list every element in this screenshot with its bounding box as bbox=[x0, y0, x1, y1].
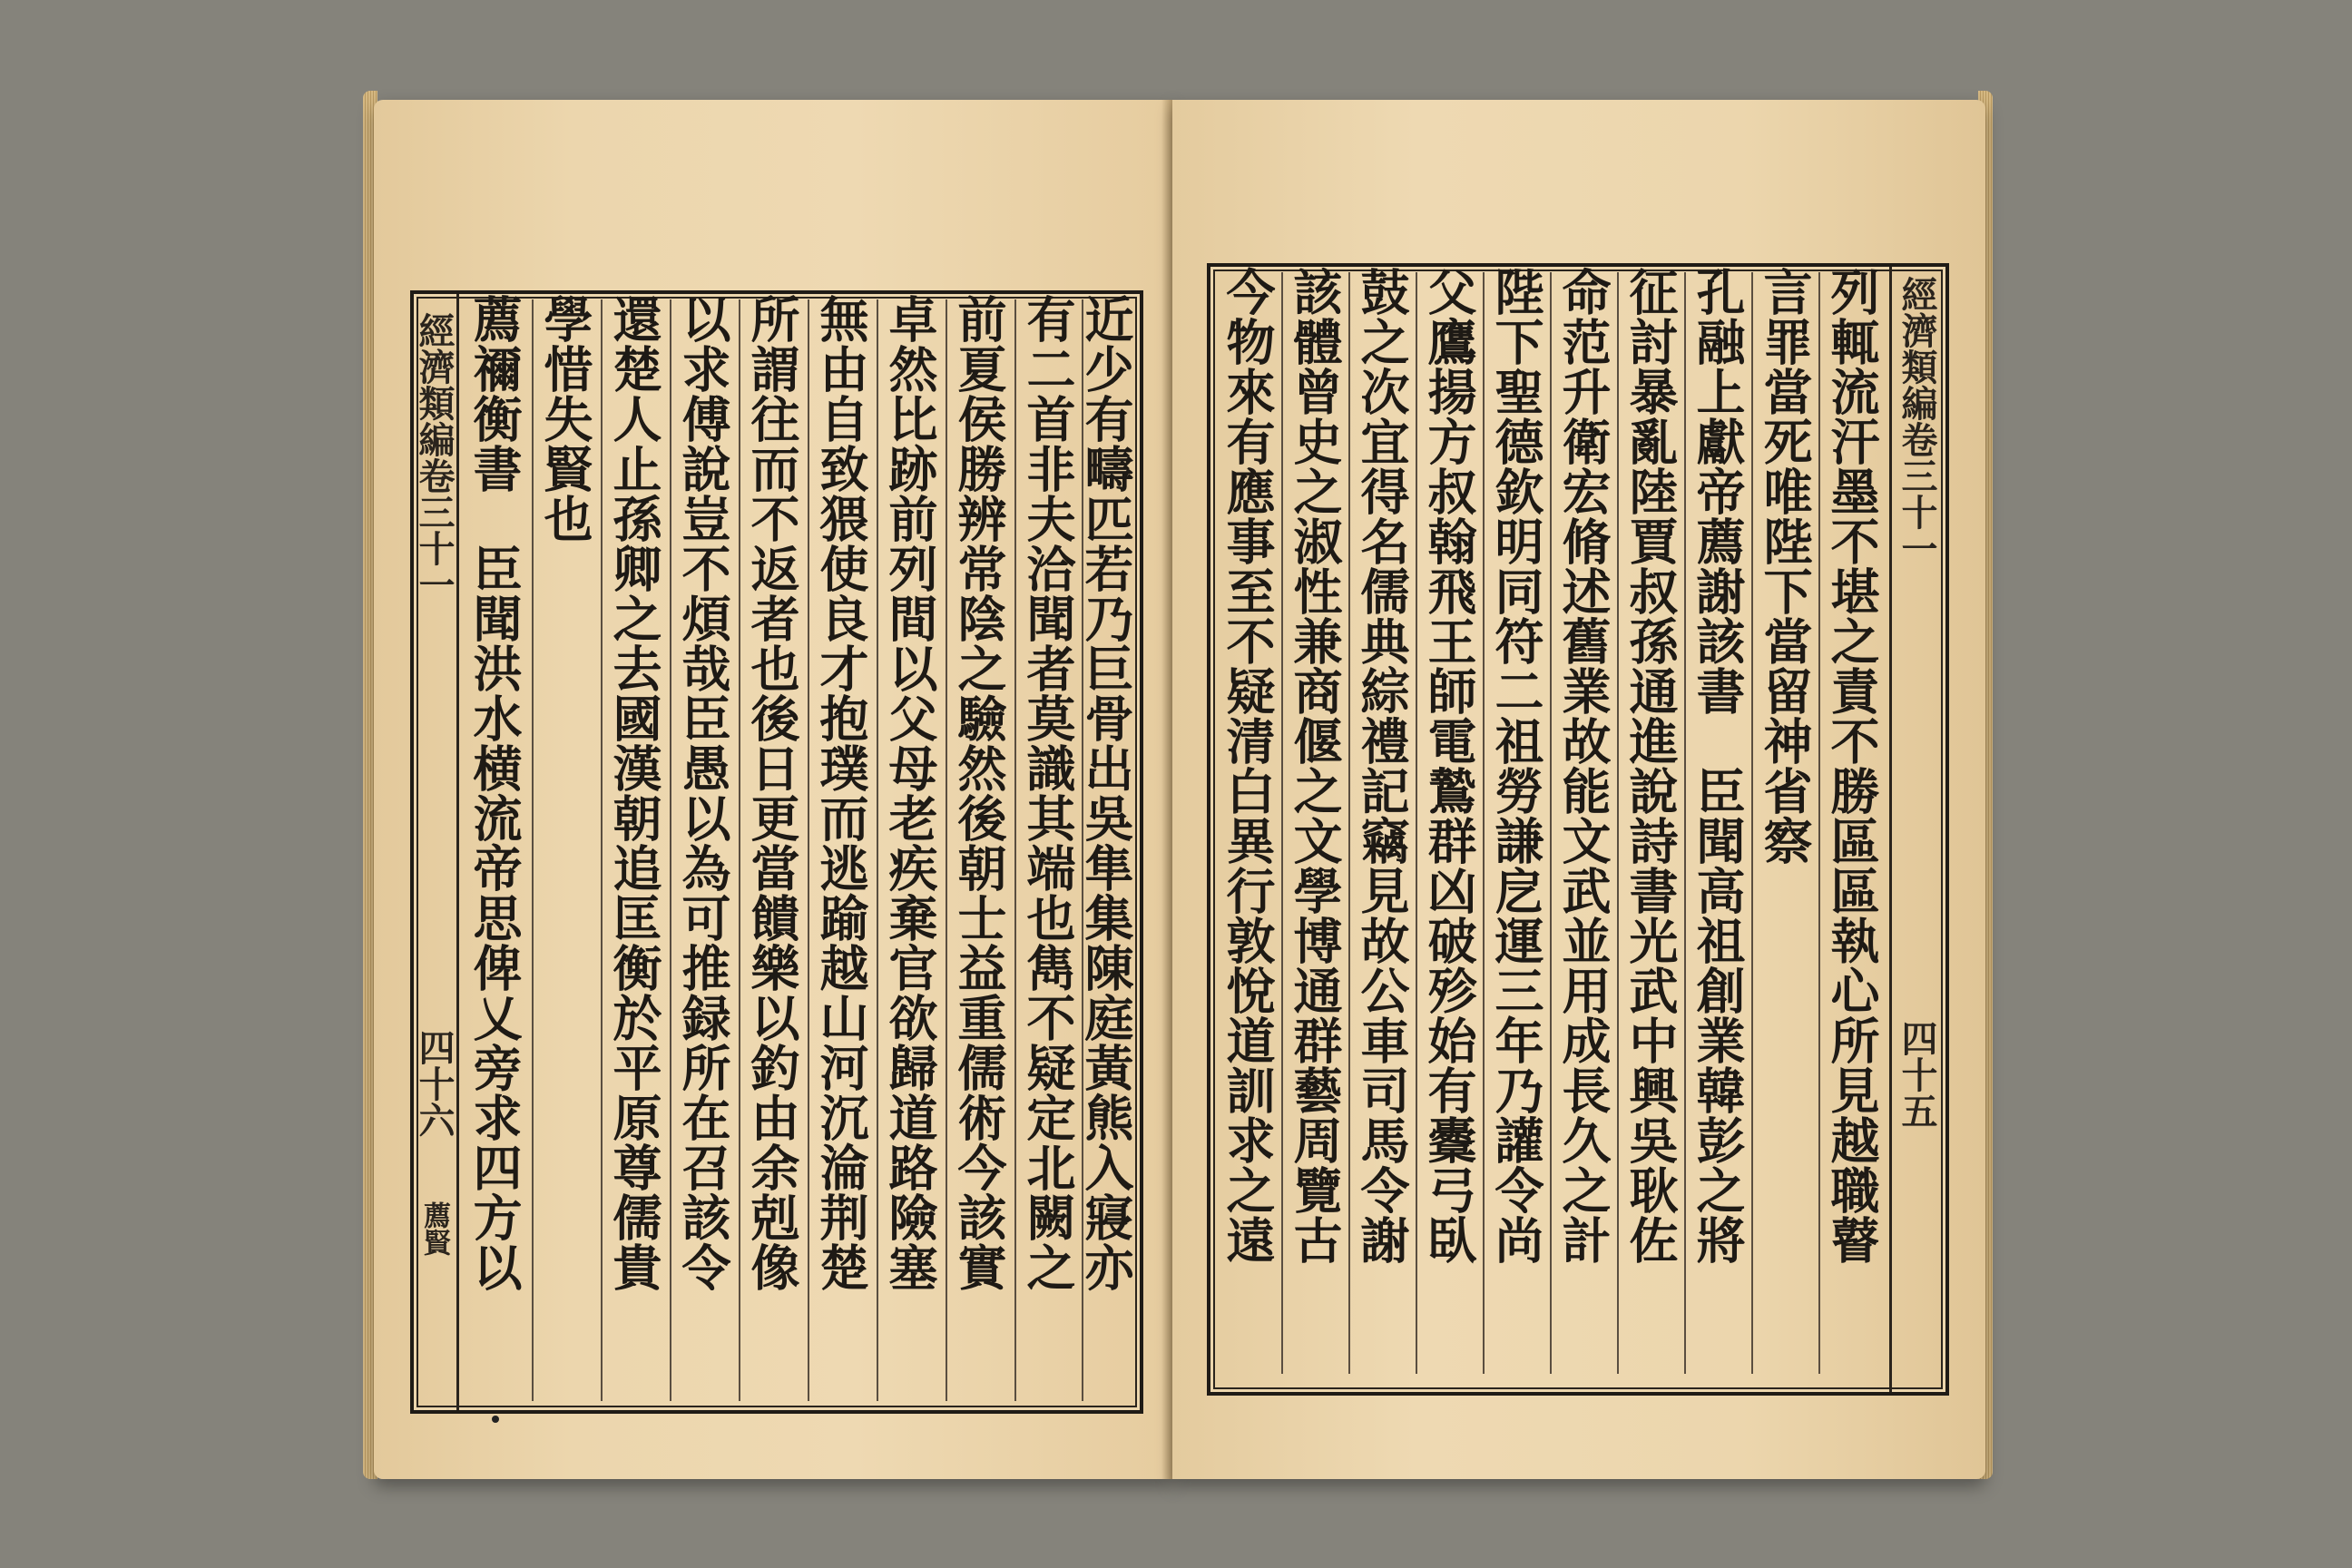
left-column-4: 卓然比跡前列間以父母老疾棄官欲歸道路險塞 bbox=[881, 294, 939, 1292]
left-column-10: 薦禰衡書 臣聞洪水横流帝思俾乂旁求四方以 bbox=[466, 294, 524, 1292]
right-column-8: 鼓之次宜得名儒典綜禮記竊見故公車司馬令謝 bbox=[1353, 267, 1411, 1265]
left-text-frame bbox=[410, 290, 1143, 1414]
right-column-5: 命范升衛宏脩述舊業故能文武並用成長久之計 bbox=[1554, 267, 1612, 1265]
column-rule bbox=[1818, 272, 1820, 1374]
right-margin-title: 經濟類編卷三十一 bbox=[1896, 276, 1938, 566]
column-rule bbox=[1348, 272, 1350, 1374]
left-column-8: 還楚人止孫卿之去國漢朝追匡衡於平原尊儒貴 bbox=[605, 294, 663, 1292]
right-text-frame bbox=[1207, 263, 1949, 1396]
right-column-2: 言罪當死唯陛下當留神省察 bbox=[1756, 267, 1814, 866]
column-rule bbox=[739, 299, 740, 1401]
column-rule bbox=[532, 299, 534, 1401]
open-book bbox=[363, 91, 1996, 1506]
column-rule bbox=[1483, 272, 1485, 1374]
column-rule bbox=[1014, 299, 1016, 1401]
left-column-2: 有二首非夫洽聞者莫識其端也雋不疑定北闕之 bbox=[1019, 294, 1077, 1292]
column-rule bbox=[670, 299, 671, 1401]
left-page bbox=[374, 100, 1172, 1479]
column-rule bbox=[946, 299, 947, 1401]
column-rule bbox=[1416, 272, 1417, 1374]
right-column-10: 今物來有應事至不疑清白異行敦悅道訓求之遠 bbox=[1219, 267, 1277, 1265]
left-column-3: 前夏侯勝辨常陰之驗然後朝士益重儒術今該實 bbox=[950, 294, 1008, 1292]
right-column-9: 該體曾史之淑性兼商偃之文學博通群藝周覽古 bbox=[1286, 267, 1344, 1265]
column-rule bbox=[1751, 272, 1753, 1374]
right-column-1: 列輒流汗墨不堪之責不勝區區執心所見越職瞽 bbox=[1823, 267, 1881, 1265]
column-rule bbox=[601, 299, 603, 1401]
left-column-1: 近少有疇匹若乃巨骨出吳隼集陳庭黃熊入寢亦 bbox=[1077, 294, 1135, 1292]
column-rule bbox=[1617, 272, 1619, 1374]
left-margin-section: 薦賢 bbox=[418, 1201, 450, 1256]
left-margin-page: 四十六 bbox=[413, 1029, 456, 1138]
right-column-6: 陛下聖德欽明同符二祖勞謙戹運三年乃讙令尚 bbox=[1487, 267, 1545, 1265]
left-column-5: 無由自致猥使良才抱璞而逃踰越山河沉淪荆楚 bbox=[812, 294, 870, 1292]
right-margin-strip bbox=[1889, 267, 1941, 1392]
left-column-6: 所謂往而不返者也後日更當饋樂以釣由余剋像 bbox=[743, 294, 801, 1292]
right-column-4: 征討暴亂陸賈叔孫通進說詩書光武中興吳耿佐 bbox=[1622, 267, 1680, 1265]
ink-dot bbox=[492, 1416, 499, 1423]
left-margin-strip bbox=[411, 294, 459, 1410]
right-column-7: 父鷹揚方叔翰飛王師電鷙群凶破殄始有櫜弓臥 bbox=[1420, 267, 1478, 1265]
column-rule bbox=[877, 299, 878, 1401]
left-column-9: 學惜失賢也 bbox=[536, 294, 594, 544]
left-margin-title: 經濟類編卷三十一 bbox=[413, 312, 456, 603]
column-rule bbox=[808, 299, 809, 1401]
column-rule bbox=[1684, 272, 1686, 1374]
right-margin-page: 四十五 bbox=[1896, 1020, 1938, 1129]
column-rule bbox=[1550, 272, 1552, 1374]
left-column-7: 以求傅說豈不煩哉臣愚以為可推録所在召該令 bbox=[674, 294, 732, 1292]
column-rule bbox=[1281, 272, 1283, 1374]
right-column-3: 孔融上獻帝薦謝該書 臣聞高祖創業韓彭之將 bbox=[1689, 267, 1747, 1265]
